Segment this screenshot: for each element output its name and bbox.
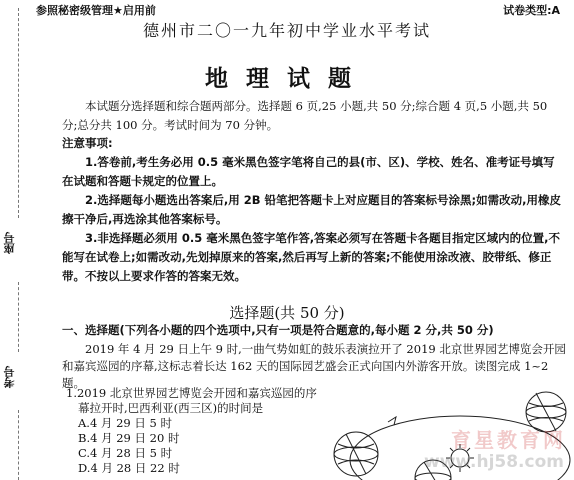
seat-number-label: 座号 [3,232,16,254]
header-paper-type: 试卷类型:A [503,4,560,17]
question-instructions: 一、选择题(下列各小题的四个选项中,只有一项是符合题意的,每小题 2 分,共 50 分) [62,323,494,337]
intro-paragraph: 本试题分选择题和综合题两部分。选择题 6 页,25 小题,共 50 分;综合题 4 页,5 小题,共 50 分;总分共 100 分。考试时间为 70 分钟。 [62,99,548,132]
question-stem: 1.2019 北京世界园艺博览会开园和嘉宾巡园的序 [66,386,317,400]
option-a: A.4 月 29 日 5 时 [78,416,173,430]
rule-2: 2.选择题每小题选出答案后,用 2B 铅笔把答题卡上对应题目的答案标号涂黑;如需改动,用橡皮擦干净后,再选涂其他答案标号。 [62,193,561,226]
rule-1: 1.答卷前,考生务必用 0.5 毫米黑色签字笔将自己的县(市、区)、学校、姓名、准考证号填写在试题和答题卡规定的位置上。 [62,155,555,188]
question-1 [66,386,356,476]
option-b: B.4 月 29 日 20 时 [78,431,180,445]
rules-list [62,153,566,286]
earth-globe-left [334,432,378,476]
rule-3: 3.非选择题必须用 0.5 毫米黑色签字笔作答,答案必须写在答题卡各题目指定区域内的位置,不能写在试卷上;如需改动,先划掉原来的答案,然后再写上新的答案;不能使用涂改液、胶带纸、修正带。不按以上要求作答的答案无效。 [62,231,560,283]
binding-line [18,410,19,480]
subject-title: 地理试题 [205,66,369,92]
binding-line [18,8,19,218]
exam-title: 德州市二〇一九年初中学业水平考试 [142,21,431,40]
option-d: D.4 月 28 日 22 时 [78,461,180,475]
watermark-text: 育星教育网 [451,428,566,452]
orbit-arrow-icon [388,417,396,425]
section-title: 选择题(共 50 分) [229,304,345,322]
option-c: C.4 月 28 日 5 时 [78,446,173,460]
binding-line [18,282,19,352]
watermark-url: www.hj58.com [423,452,564,472]
question-stem-cont: 幕拉开时,巴西利亚(西三区)的时间是 [78,401,264,415]
header-confidentiality: 参照秘密级管理★启用前 [36,4,156,17]
notice-title: 注意事项: [62,136,113,150]
exam-number-label: 考号 [3,366,16,388]
reading-passage: 2019 年 4 月 29 日上午 9 时,一曲气势如虹的鼓乐表演拉开了 2019 北京世界园艺博览会开园和嘉宾巡园的序幕,这标志着长达 162 天的国际园艺盛会正式向国内外游客开放。读图完成 1~2 题。 [62,342,566,390]
